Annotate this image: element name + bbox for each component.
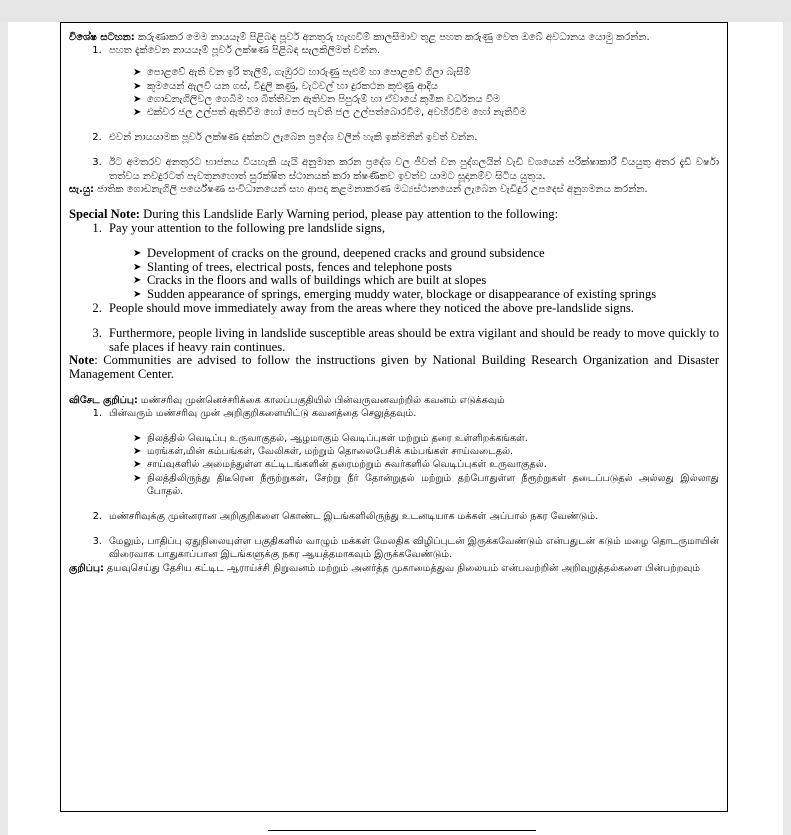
english-bullet: ➤ Development of cracks on the ground, deepened cracks and ground subsidence (133, 247, 719, 261)
english-note-label: Note (69, 353, 95, 368)
sinhala-bullet: ➤ පොළවේ ඇති වන ඉරි තැලීම්, ගැඹුරට හාරුණු පැළුම් හා පොළවේ ගිලා බැසීම් (133, 66, 719, 79)
sinhala-item-1: 1. පහත දැක්වෙන නායයෑම් පූර්ව ලක්ෂණ පිළිබඳ සැලකිලිමත් වන්න. ➤ පොළවේ ඇති වන ඉරි තැලීම්, ගැඹුරට හාරුණු පැළුම් හා පොළවේ ගිලා බැසීම් ➤ කුමයෙන් ඇලවී යන ගස්, විදුලි කණු, වැටවල් හා දුරකථන කුළුණු ආදිය ➤ ගොඩනැගිලිවල ගෙබිම හා බිත්තිවන ඇතිවන පිපුරුම් හා ඒවායේ කුමික වර්ධනය වීම ➤ එක්වර ජල උල්පත් ඇතිවීම හෝ පෙර පැවති ජල උල්පත්බොරවීම, අවහිරවීම හෝ නැතිවීම (105, 44, 719, 131)
sinhala-intro: කරුණාකර මෙම නායයෑම් පිළිබඳ පූර්ව අනතුරු හැඟවීම් කාලසීමාව තුළ පහත කරුණු වෙත ඔබේ අවධානය යොමු කරන්න. (134, 32, 650, 43)
tamil-bullet-list (109, 432, 719, 498)
english-note: : Communities are advised to follow the instructions given by National Building Research Organization and Disaster Management Center. (69, 353, 719, 381)
tamil-section (69, 394, 719, 575)
english-bullet: ➤ Sudden appearance of springs, emerging muddy water, blockage or disappearance of existing springs (133, 288, 719, 302)
viewer-top-strip (0, 0, 791, 22)
sinhala-section (69, 31, 719, 196)
tamil-bullet: ➤ சாய்வுகளில் அமைந்துள்ள கட்டிடங்களின் தரைமற்றும் சுவர்களில் வெடிப்புகள் உருவாகுதல். (133, 458, 719, 471)
tamil-bullet: ➤ மரங்கள்,மின் கம்பங்கள், வேலிகள், மற்றும் தொலைபேசிக் கம்பங்கள் சாய்வடைதல். (133, 445, 719, 458)
sinhala-item-2: 2. එවන් නායයාමක පූර්ව ලක්ෂණ දක්නට ලැබෙන ප්‍රදේශ වලින් හැකි ඉක්මනින් ඉවත් වන්න. (105, 131, 719, 144)
sinhala-label: විශේෂ සටහන: (69, 32, 135, 43)
tamil-note: தயவுசெய்து தேசிய கட்டிட ஆராய்ச்சி நிறுவனம் மற்றும் அனர்த்த முகாமைத்துவ நிலையம் என்பவற்றின் அறிவுறுத்தல்களை பின்பற்றவும் (103, 562, 701, 574)
sinhala-bullet-list (109, 66, 719, 119)
tamil-bullet: ➤ நிலத்தில் வெடிப்பு உருவாகுதல், ஆழமாகும் வெடிப்புகள் மற்றும் தரை உள்ளிறக்கங்கள். (133, 432, 719, 445)
english-item-3: 3. Furthermore, people living in landslide susceptible areas should be extra vigilant and should be ready to move quickly to safe places if heavy rain continues. (105, 327, 719, 354)
english-bullet: ➤ Slanting of trees, electrical posts, fences and telephone posts (133, 261, 719, 275)
english-bullet: ➤ Cracks in the floors and walls of buildings which are built at slopes (133, 274, 719, 288)
tamil-intro: மண்சரிவு முன்னெச்சரிக்கை காலப்பகுதியில் பின்வருவனவற்றில் கவனம் எடுக்கவும் (137, 394, 505, 406)
tamil-label: விசேட குறிப்பு: (69, 394, 138, 406)
english-section (69, 208, 719, 382)
tamil-bullet: ➤ நிலத்திலிருந்து திடீரென நீரூற்றுகள், சேற்று நீர் தோன்றுதல் மற்றும் தற்போதுள்ள நீரூற்றுகள் தடைப்படுதல் அல்லது இல்லாது போதல். (133, 472, 719, 498)
tamil-item-1: 1. பின்வரும் மண்சரிவு முன் அறிகுறிகளையிட்டு கவனத்தை செலுத்தவும். ➤ நிலத்தில் வெடிப்பு உருவாகுதல், ஆழமாகும் வெடிப்புகள் மற்றும் தரை உள்ளிறக்கங்கள். ➤ மரங்கள்,மின் கம்பங்கள், வேலிகள், மற்றும் தொலைபேசிக் கம்பங்கள் சாய்வடைதல். ➤ சாய்வுகளில் அமைந்துள்ள கட்டிடங்களின் தரைமற்றும் சுவர்களில் வெடிப்புகள் உருவாகுதல். ➤ நிலத்திலிருந்து திடீரென நீரூற்றுகள், சேற்று நீர் தோன்றுதல் மற்றும் தற்போதுள்ள நீரூற்றுகள் தடைப்படுதல் அல்லது இல்லாது போதல். (105, 407, 719, 510)
sinhala-note: ජාතික ගොඩනැගිලි පර්යේෂණ සංවිධානයෙන් සහ ආපදා කළමනාකරණ මධ්‍යස්ථානයෙන් ලැබෙන වැඩිදුර උපදෙස් අනුගමනය කරන්න. (93, 183, 648, 195)
english-item-1: 1. Pay your attention to the following pre landslide signs, ➤ Development of cracks on the ground, deepened cracks and ground subsidence ➤ Slanting of trees, electrical posts, fences and telephone posts ➤ Cracks in the floors and walls of buildings which are built at slopes ➤ Sudden appearance of springs, emerging muddy water, blockage or disappearance of existing springs (105, 222, 719, 302)
sinhala-bullet: ➤ එක්වර ජල උල්පත් ඇතිවීම හෝ පෙර පැවති ජල උල්පත්බොරවීම, අවහිරවීම හෝ නැතිවීම (133, 106, 719, 119)
sinhala-bullet: ➤ කුමයෙන් ඇලවී යන ගස්, විදුලි කණු, වැටවල් හා දුරකථන කුළුණු ආදිය (133, 80, 719, 93)
english-item-2: 2. People should move immediately away from the areas where they noticed the above pre-landslide signs. (105, 302, 719, 316)
tamil-item-3: 3. மேலும், பாதிப்பு ஏதுநிலையுள்ள பகுதிகளில் வாழும் மக்கள் மேலதிக விழிப்புடன் இருக்கவேண்டும் என்பதுடன் கடும் மழை தொடருமாயின் விரைவாக பாதுகாப்பான இடங்களுக்கு நகர ஆயத்தமாகவும் இருக்கவேண்டும். (105, 535, 719, 561)
english-intro: During this Landslide Early Warning period, please pay attention to the following: (140, 207, 559, 222)
document-page (8, 22, 783, 835)
english-bullet-list (109, 247, 719, 301)
sinhala-item-3: 3. ඊට අමතරව අනතුරට භාජනය වියහැකි යැයි අනුමාන කරන ප්‍රදේශ වල ජීවත් වන පුද්ගලයින් වැඩි වශයෙන් පරික්ෂාකාරී වියයුතු අතර දැඩි වර්ෂා තත්වය නවදුරටත් පැවතුනහොත් සුරක්ෂිත ස්ථානයක් කරා ක්ෂණිකව ඉවත්ව යාමට සූදානම්ව සිටිය යුතුය. (105, 156, 719, 182)
sinhala-bullet: ➤ ගොඩනැගිලිවල ගෙබිම හා බිත්තිවන ඇතිවන පිපුරුම් හා ඒවායේ කුමික වර්ධනය වීම (133, 93, 719, 106)
notice-box (60, 22, 728, 812)
tamil-item-2: 2. மண்சரிவுக்கு முன்னரான அறிகுறிகளை கொண்ட இடங்களிலிருந்து உடனடியாக மக்கள் அப்பால் நகர வேண்டும். (105, 510, 719, 523)
english-label: Special Note: (69, 207, 140, 222)
sinhala-note-label: සැ.යු: (69, 183, 94, 195)
footer-rule (268, 830, 536, 831)
tamil-note-label: குறிப்பு: (69, 562, 104, 574)
